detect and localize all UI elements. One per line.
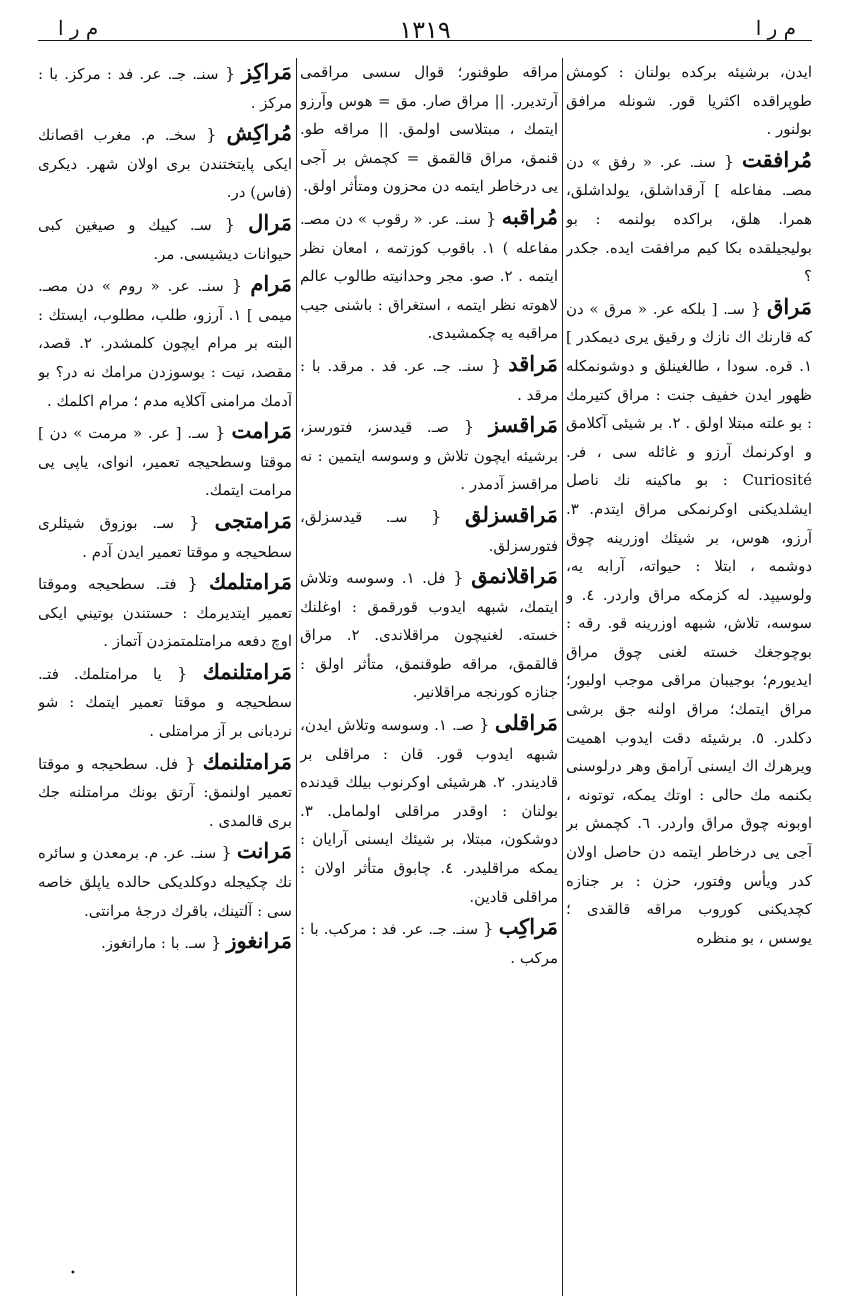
entry-headword: مَرام <box>250 271 292 297</box>
entry-headword: مَرامتلنمك <box>202 658 292 684</box>
dictionary-entry: مَرامتجى { سـ. بوزوق شيئلرى سطحيجه و موقتا تعمير ايدن آدم . <box>38 507 292 561</box>
column-right <box>566 58 812 1298</box>
entry-definition: سنـ. جـ. عر. فد : مركب. با : مركب . <box>300 920 558 967</box>
entry-headword: مَراق <box>767 293 812 319</box>
running-head-left: م ر ا <box>58 16 99 40</box>
entry-headword: مُراكِش <box>226 120 292 146</box>
entry-headword: مَرامتلنمك <box>202 748 292 774</box>
entry-headword: مَرامتلمك <box>208 569 292 595</box>
dictionary-entry: مَرانغوز { سـ. با : مارانغوز. <box>100 928 292 954</box>
dictionary-entry: مَرامتلنمك { يا مرامتلمك. فتـ. سطحيجه و موقتا تعمير ايتمك : شو نردبانى بر آز مرامتلى . <box>38 658 292 741</box>
entry-definition: سنـ. جـ. عر. فد . مرقد. با : مرقد . <box>300 356 558 404</box>
entry-headword: مُراقبه <box>501 203 558 229</box>
entry-headword: مَرامتجى <box>214 507 292 533</box>
dictionary-entry: مُرافقت { سنـ. عر. « رفق » دن مصـ. مفاعله ] آرقداشلق، يولداشلق، همرا. هلق، براكده بولنمه : بو بوليجيلقده بكا كيم مرافقت ايده. جكدر ؟ <box>566 146 812 286</box>
entry-definition: صـ. ١. وسوسه وتلاش ايدن، شبهه ايدوب قور. قان : مراقلى بر قاديندر. ٢. هرشيئى اوكرنوب بيلك قيدنده بولنان : اوقدر مراقلى اولمامل. ٣. دوشكون، مبتلا، بر شيئك ايسنى آرايان : يمكه مراقليدر. ٤. چابوق متأثر اولان : مراقلى قادين. <box>300 716 558 906</box>
page-header <box>38 14 812 44</box>
dictionary-entry <box>566 58 812 144</box>
entry-definition: سنـ. جـ. عر. فد : مركز. با : مركز . <box>38 65 292 112</box>
dictionary-entry: مَراقلى { صـ. ١. وسوسه وتلاش ايدن، شبهه ايدوب قور. قان : مراقلى بر قاديندر. ٢. هرشيئى اوكرنوب بيلك قيدنده بولنان : اوقدر مراقلى اولمامل. ٣. دوشكون، مبتلا، بر شيئك ايسنى آرايان : يمكه مراقليدر. ٤. چابوق متأثر اولان : مراقلى قادين. <box>300 710 558 906</box>
entry-headword: مُرافقت <box>742 146 812 172</box>
entry-headword: مَراقلى <box>494 710 558 736</box>
dictionary-entry: مَراكِز { سنـ. جـ. عر. فد : مركز. با : مركز . <box>38 59 292 112</box>
entry-headword: مَراقسز <box>488 412 558 438</box>
entry-headword: مَرانت <box>236 838 292 864</box>
entry-definition: فل. ١. وسوسه وتلاش ايتمك، شبهه ايدوب قورقمق : اوغلنك خسته. لغنيچون مراقلاندى. ٢. مراق قالقمق، مراقه طوقنمق، متأثر اولق : جنازه كورنجه مراقلانير. <box>300 569 558 702</box>
dictionary-entry: مَراكِب { سنـ. جـ. عر. فد : مركب. با : مركب . <box>300 914 558 967</box>
dictionary-entry: مَراقلانمق { فل. ١. وسوسه وتلاش ايتمك، شبهه ايدوب قورقمق : اوغلنك خسته. لغنيچون مراقلاندى. ٢. مراق قالقمق، مراقه طوقنمق، متأثر اولق : جنازه كورنجه مراقلانير. <box>300 563 558 702</box>
entry-headword: مَراقلانمق <box>471 563 558 589</box>
entry-headword: مَرال <box>248 209 292 235</box>
page-number: ١٣١٩ <box>399 16 451 44</box>
entry-definition: سنـ. عر. م. برمعدن و سائره نك چكيجله دوكلديكى حالده ياپلق خاصه سى : آلتينك، باقرك درجۀ مرانتى. <box>38 844 292 920</box>
entry-definition: فل. سطحيجه و موقتا تعمير اولنمق: آرتق بونك مرامتلنه جك برى قالمدى . <box>38 754 292 830</box>
entry-definition: سـ. كييك و صيغين كبى حيوانات ديشيسى. مر. <box>38 215 292 263</box>
entry-headword: مَرامت <box>231 418 292 444</box>
entry-definition: سـ. [ بلكه عر. « مرق » دن كه قارنك اك نازك و رقيق يرى ديمكدر ] ١. قره. سودا ، طالغينلق و دوشونمكله ظهور ايدن خفيف جنت : مراق كتيرمك : بو علته مبتلا اولق . ٢. بر شيئى آكلامق و اوكرنمك آرزو و غائله سى ، فر. Curiosité : بو ماكينه نك ناصل ايشلديكنى اوكرنمكى مراق ايتدم. ٣. آرزو، هوس، بر شيئك اوزرينه چوق دوشمه ، ابتلا : حيواته، آرابه يه، ولوسيپد. له كزمكه مراق واردر. ٤. و سوسه، تلاش، شبهه اوزرينه قو. رقه : بوچوجغك خسته لغنى چوق مراق ايديورم؛ بوجيبان مراقى موجب اولبور؛ مراق ايتمك؛ مراق اولنه جق برشى دكلدر. ٥. برشيئه دقت ايدوب اهميت ويرهرك اك ايسنى آرامق وهر درلوسنى بكنمه مك حالى : اوتك يمكه، توتونه ، اوبونه چوق مراق واردر. ٦. كچمش بر آجى يى درخاطر ايتمه دن حاصل اولان كدر ويأس وفتور، حزن : بر جنازه كچديكنى كوروب مراقه قالقدى ؛ يوسس ، بو منظره <box>566 299 812 947</box>
column-divider-right <box>562 58 563 1296</box>
dictionary-entry <box>300 58 558 201</box>
dictionary-entry: مَراقد { سنـ. جـ. عر. فد . مرقد. با : مرقد . <box>300 350 558 404</box>
entry-definition: سـ. با : مارانغوز. <box>100 934 206 953</box>
entry-definition: سنـ. عر. « روم » دن مصـ. ميمى ] ١. آرزو، طلب، مطلوب، ايستك : البته بر مرام ايچون كلمشدر. ٢. قصد، مقصد، نيت : بوسوزدن مرامك نه در؟ بو آدمك مرامنى آكلايه مدم ؛ مرام اكلمك . <box>38 277 292 410</box>
dictionary-entry: مَراق { سـ. [ بلكه عر. « مرق » دن كه قارنك اك نازك و رقيق يرى ديمكدر ] ١. قره. سودا ، طالغينلق و دوشونمكله ظهور ايدن خفيف جنت : مراق كتيرمك : بو علته مبتلا اولق . ٢. بر شيئى آكلامق و اوكرنمك آرزو و غائله سى ، فر. Curiosité : بو ماكينه نك ناصل ايشلديكنى اوكرنمكى مراق ايتدم. ٣. آرزو، هوس، بر شيئك اوزرينه چوق دوشمه ، ابتلا : حيواته، آرابه يه، ولوسيپد. له كزمكه مراق واردر. ٤. و سوسه، تلاش، شبهه اوزرينه قو. رقه : بوچوجغك خسته لغنى چوق مراق ايديورم؛ بوجيبان مراقى موجب اولبور؛ مراق ايتمك؛ مراق اولنه جق برشى دكلدر. ٥. برشيئه دقت ايدوب اهميت ويرهرك اك ايسنى آرامق وهر درلوسنى بكنمه مك حالى : اوتك يمكه، توتونه ، اوبونه چوق مراق واردر. ٦. كچمش بر آجى يى درخاطر ايتمه دن حاصل اولان كدر ويأس وفتور، حزن : بر جنازه كچديكنى كوروب مراقه قالقدى ؛ يوسس ، بو منظره <box>566 293 812 947</box>
entry-headword: مَراكِب <box>498 914 558 940</box>
entry-definition: سـ. قيدسزلق، فتورسزلق. <box>300 507 558 555</box>
dictionary-entry: مَرام { سنـ. عر. « روم » دن مصـ. ميمى ] ١. آرزو، طلب، مطلوب، ايستك : البته بر مرام ايچون كلمشدر. ٢. قصد، مقصد، نيت : بوسوزدن مرامك نه در؟ بو آدمك مرامنى آكلايه مدم ؛ مرام اكلمك . <box>38 271 292 410</box>
print-mark: • <box>70 1268 76 1279</box>
entry-definition: سخـ. م. مغرب اقصانك ايكى پايتختندن برى اولان شهر. ديكرى (فاس) در. <box>38 126 292 202</box>
dictionary-entry: مَراقسزلق { سـ. قيدسزلق، فتورسزلق. <box>300 501 558 555</box>
entry-headword: مَراقسزلق <box>465 501 558 527</box>
entry-definition: سنـ. عر. « رقوب » دن مصـ. مفاعله ) ١. باقوب كوزتمه ، امعان نظر ايتمه . ٢. صو. مجر وحدانيته طالوب عالم لاهوته نظر ايتمه ، استغراق : باشنى جيب مراقبه يه چكمشيدى. <box>300 209 558 343</box>
dictionary-entry: مَرانت { سنـ. عر. م. برمعدن و سائره نك چكيجله دوكلديكى حالده ياپلق خاصه سى : آلتينك، باقرك درجۀ مرانتى. <box>38 838 292 920</box>
column-divider-left <box>296 58 297 1296</box>
entry-definition: صـ. قيدسز، فتورسز، برشيئه ايچون تلاش و وسوسه ايتمين : نه مراقسز آدمدر . <box>300 418 558 494</box>
running-head-right: م ر ا <box>755 16 796 40</box>
dictionary-entry: مُراكِش { سخـ. م. مغرب اقصانك ايكى پايتختندن برى اولان شهر. ديكرى (فاس) در. <box>38 120 292 202</box>
entry-definition: فتـ. سطحيجه وموقتا تعمير ايتديرمك : حستندن بوتيني ايكى اوچ دفعه مرامتلمتمزدن آتماز . <box>38 575 292 651</box>
dictionary-entry: مَرامت { سـ. [ عر. « مرمت » دن ] موقتا وسطحيجه تعمير، انواى، ياپى يى مرامت ايتمك. <box>38 418 292 500</box>
column-middle <box>300 58 558 1298</box>
entry-headword: مَراكِز <box>241 59 292 84</box>
column-left <box>38 58 292 1298</box>
entry-definition: سـ. بوزوق شيئلرى سطحيجه و موقتا تعمير ايدن آدم . <box>38 513 292 561</box>
entry-definition: مراقه طوقنور؛ قوال سسى مراقمى آرتديرر. || مراق صار. مق = هوس وآرزو ايتمك ، مبتلاسى اولمق. || مراقه طو. قنمق، مراق قالقمق = كچمش بر آجى يى درخاطر ايتمه دن محزون ومتأثر اولق. <box>300 63 558 196</box>
dictionary-entry: مَرامتلنمك { فل. سطحيجه و موقتا تعمير اولنمق: آرتق بونك مرامتلنه جك برى قالمدى . <box>38 748 292 830</box>
entry-definition: سنـ. عر. « رفق » دن مصـ. مفاعله ] آرقداشلق، يولداشلق، همرا. هلق، براكده بولنمه : بو بوليجيلقده بكا كيم مرافقت ايده. جكدر ؟ <box>566 152 812 286</box>
entry-definition: ايدن، برشيئه بركده بولنان : كومش طوپراقده اكثريا قور. شونله مرافق بولنور . <box>566 63 812 139</box>
dictionary-entry: مَرال { سـ. كييك و صيغين كبى حيوانات ديشيسى. مر. <box>38 209 292 263</box>
entry-headword: مَراقد <box>508 350 558 376</box>
dictionary-entry: مُراقبه { سنـ. عر. « رقوب » دن مصـ. مفاعله ) ١. باقوب كوزتمه ، امعان نظر ايتمه . ٢. صو. مجر وحدانيته طالوب عالم لاهوته نظر ايتمه ، استغراق : باشنى جيب مراقبه يه چكمشيدى. <box>300 203 558 343</box>
entry-definition: سـ. [ عر. « مرمت » دن ] موقتا وسطحيجه تعمير، انواى، ياپى يى مرامت ايتمك. <box>38 424 292 500</box>
entry-definition: يا مرامتلمك. فتـ. سطحيجه و موقتا تعمير ايتمك : شو نردبانى بر آز مرامتلى . <box>38 664 292 741</box>
dictionary-entry: مَراقسز { صـ. قيدسز، فتورسز، برشيئه ايچون تلاش و وسوسه ايتمين : نه مراقسز آدمدر . <box>300 412 558 494</box>
dictionary-entry: مَرامتلمك { فتـ. سطحيجه وموقتا تعمير ايتديرمك : حستندن بوتيني ايكى اوچ دفعه مرامتلمتمزدن آتماز . <box>38 569 292 651</box>
entry-headword: مَرانغوز <box>226 928 292 954</box>
